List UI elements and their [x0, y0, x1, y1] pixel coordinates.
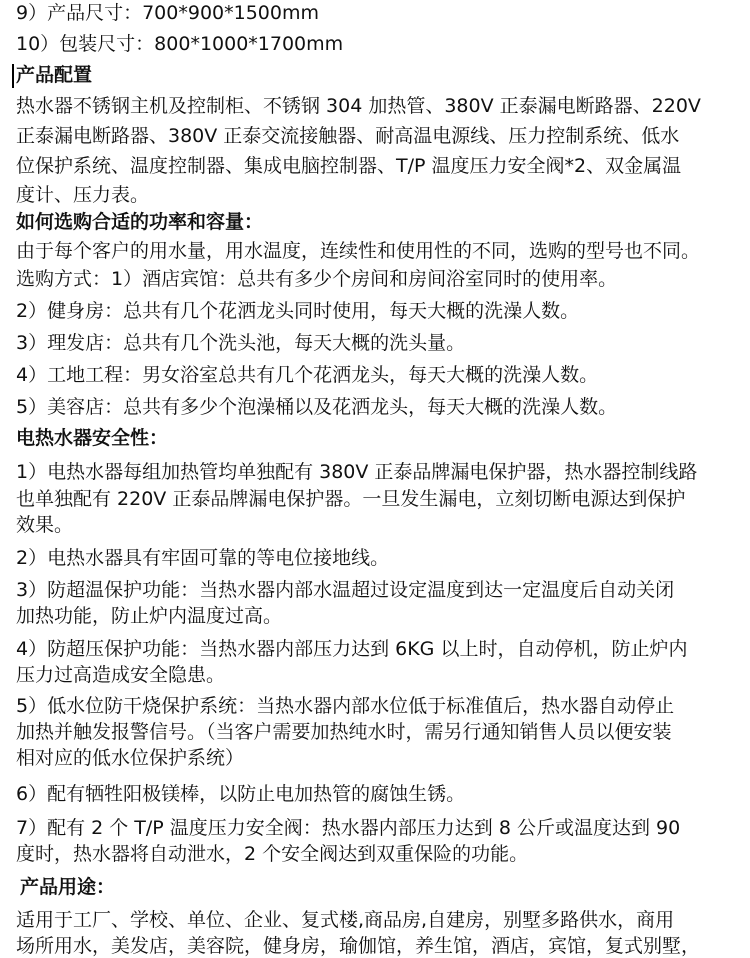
heading-safety: 电热水器安全性： [16, 427, 169, 449]
safety-line: 3）防超温保护功能：当热水器内部水温超过设定温度到达一定温度后自动关闭 [16, 579, 675, 601]
text-cursor [12, 64, 14, 88]
config-line: 正泰漏电断路器、380V 正泰交流接触器、耐高温电源线、压力控制系统、低水 [16, 125, 680, 147]
spec-line-package-size: 10）包装尺寸：800*1000*1700mm [16, 33, 344, 55]
selection-line: 由于每个客户的用水量，用水温度，连续性和使用性的不同，选购的型号也不同。 [16, 240, 701, 262]
config-line: 位保护系统、温度控制器、集成电脑控制器、T/P 温度压力安全阀*2、双金属温 [16, 155, 682, 177]
safety-line: 也单独配有 220V 正泰品牌漏电保护器。一旦发生漏电，立刻切断电源达到保护 [16, 488, 686, 510]
config-line: 热水器不锈钢主机及控制柜、不锈钢 304 加热管、380V 正泰漏电断路器、220V [16, 95, 701, 117]
config-line: 度计、压力表。 [16, 184, 150, 206]
safety-line: 7）配有 2 个 T/P 温度压力安全阀：热水器内部压力达到 8 公斤或温度达到 90 [16, 817, 681, 839]
safety-line: 加热并触发报警信号。（当客户需要加热纯水时，需另行通知销售人员以便安装 [16, 721, 672, 743]
safety-line: 4）防超压保护功能：当热水器内部压力达到 6KG 以上时，自动停机，防止炉内 [16, 638, 688, 660]
safety-line: 压力过高造成安全隐患。 [16, 664, 226, 686]
selection-line: 4）工地工程：男女浴室总共有几个花洒龙头，每天大概的洗澡人数。 [16, 364, 599, 386]
heading-usage: 产品用途： [20, 876, 116, 898]
selection-line: 5）美容店：总共有多少个泡澡桶以及花洒龙头，每天大概的洗澡人数。 [16, 396, 618, 418]
spec-line-product-size: 9）产品尺寸：700*900*1500mm [16, 2, 319, 24]
safety-line: 度时，热水器将自动泄水，2 个安全阀达到双重保险的功能。 [16, 843, 529, 865]
safety-line: 加热功能，防止炉内温度过高。 [16, 605, 283, 627]
safety-line: 效果。 [16, 514, 74, 536]
safety-line: 6）配有牺牲阳极镁棒，以防止电加热管的腐蚀生锈。 [16, 783, 466, 805]
heading-product-config: 产品配置 [16, 64, 93, 86]
selection-line: 3）理发店：总共有几个洗头池，每天大概的洗头量。 [16, 332, 466, 354]
selection-line: 选购方式：1）酒店宾馆：总共有多少个房间和房间浴室同时的使用率。 [16, 268, 618, 290]
usage-line: 适用于工厂、学校、单位、企业、复式楼,商品房,自建房，别墅多路供水，商用 [16, 909, 675, 931]
safety-line: 5）低水位防干烧保护系统：当热水器内部水位低于标准值后，热水器自动停止 [16, 695, 675, 717]
selection-line: 2）健身房：总共有几个花洒龙头同时使用，每天大概的洗澡人数。 [16, 300, 580, 322]
heading-selection: 如何选购合适的功率和容量： [16, 211, 264, 233]
safety-line: 相对应的低水位保护系统） [16, 747, 245, 769]
safety-line: 2）电热水器具有牢固可靠的等电位接地线。 [16, 547, 390, 569]
safety-line: 1）电热水器每组加热管均单独配有 380V 正泰品牌漏电保护器，热水器控制线路 [16, 461, 698, 483]
usage-line: 场所用水，美发店，美容院，健身房，瑜伽馆，养生馆，酒店，宾馆，复式别墅， [16, 935, 701, 957]
